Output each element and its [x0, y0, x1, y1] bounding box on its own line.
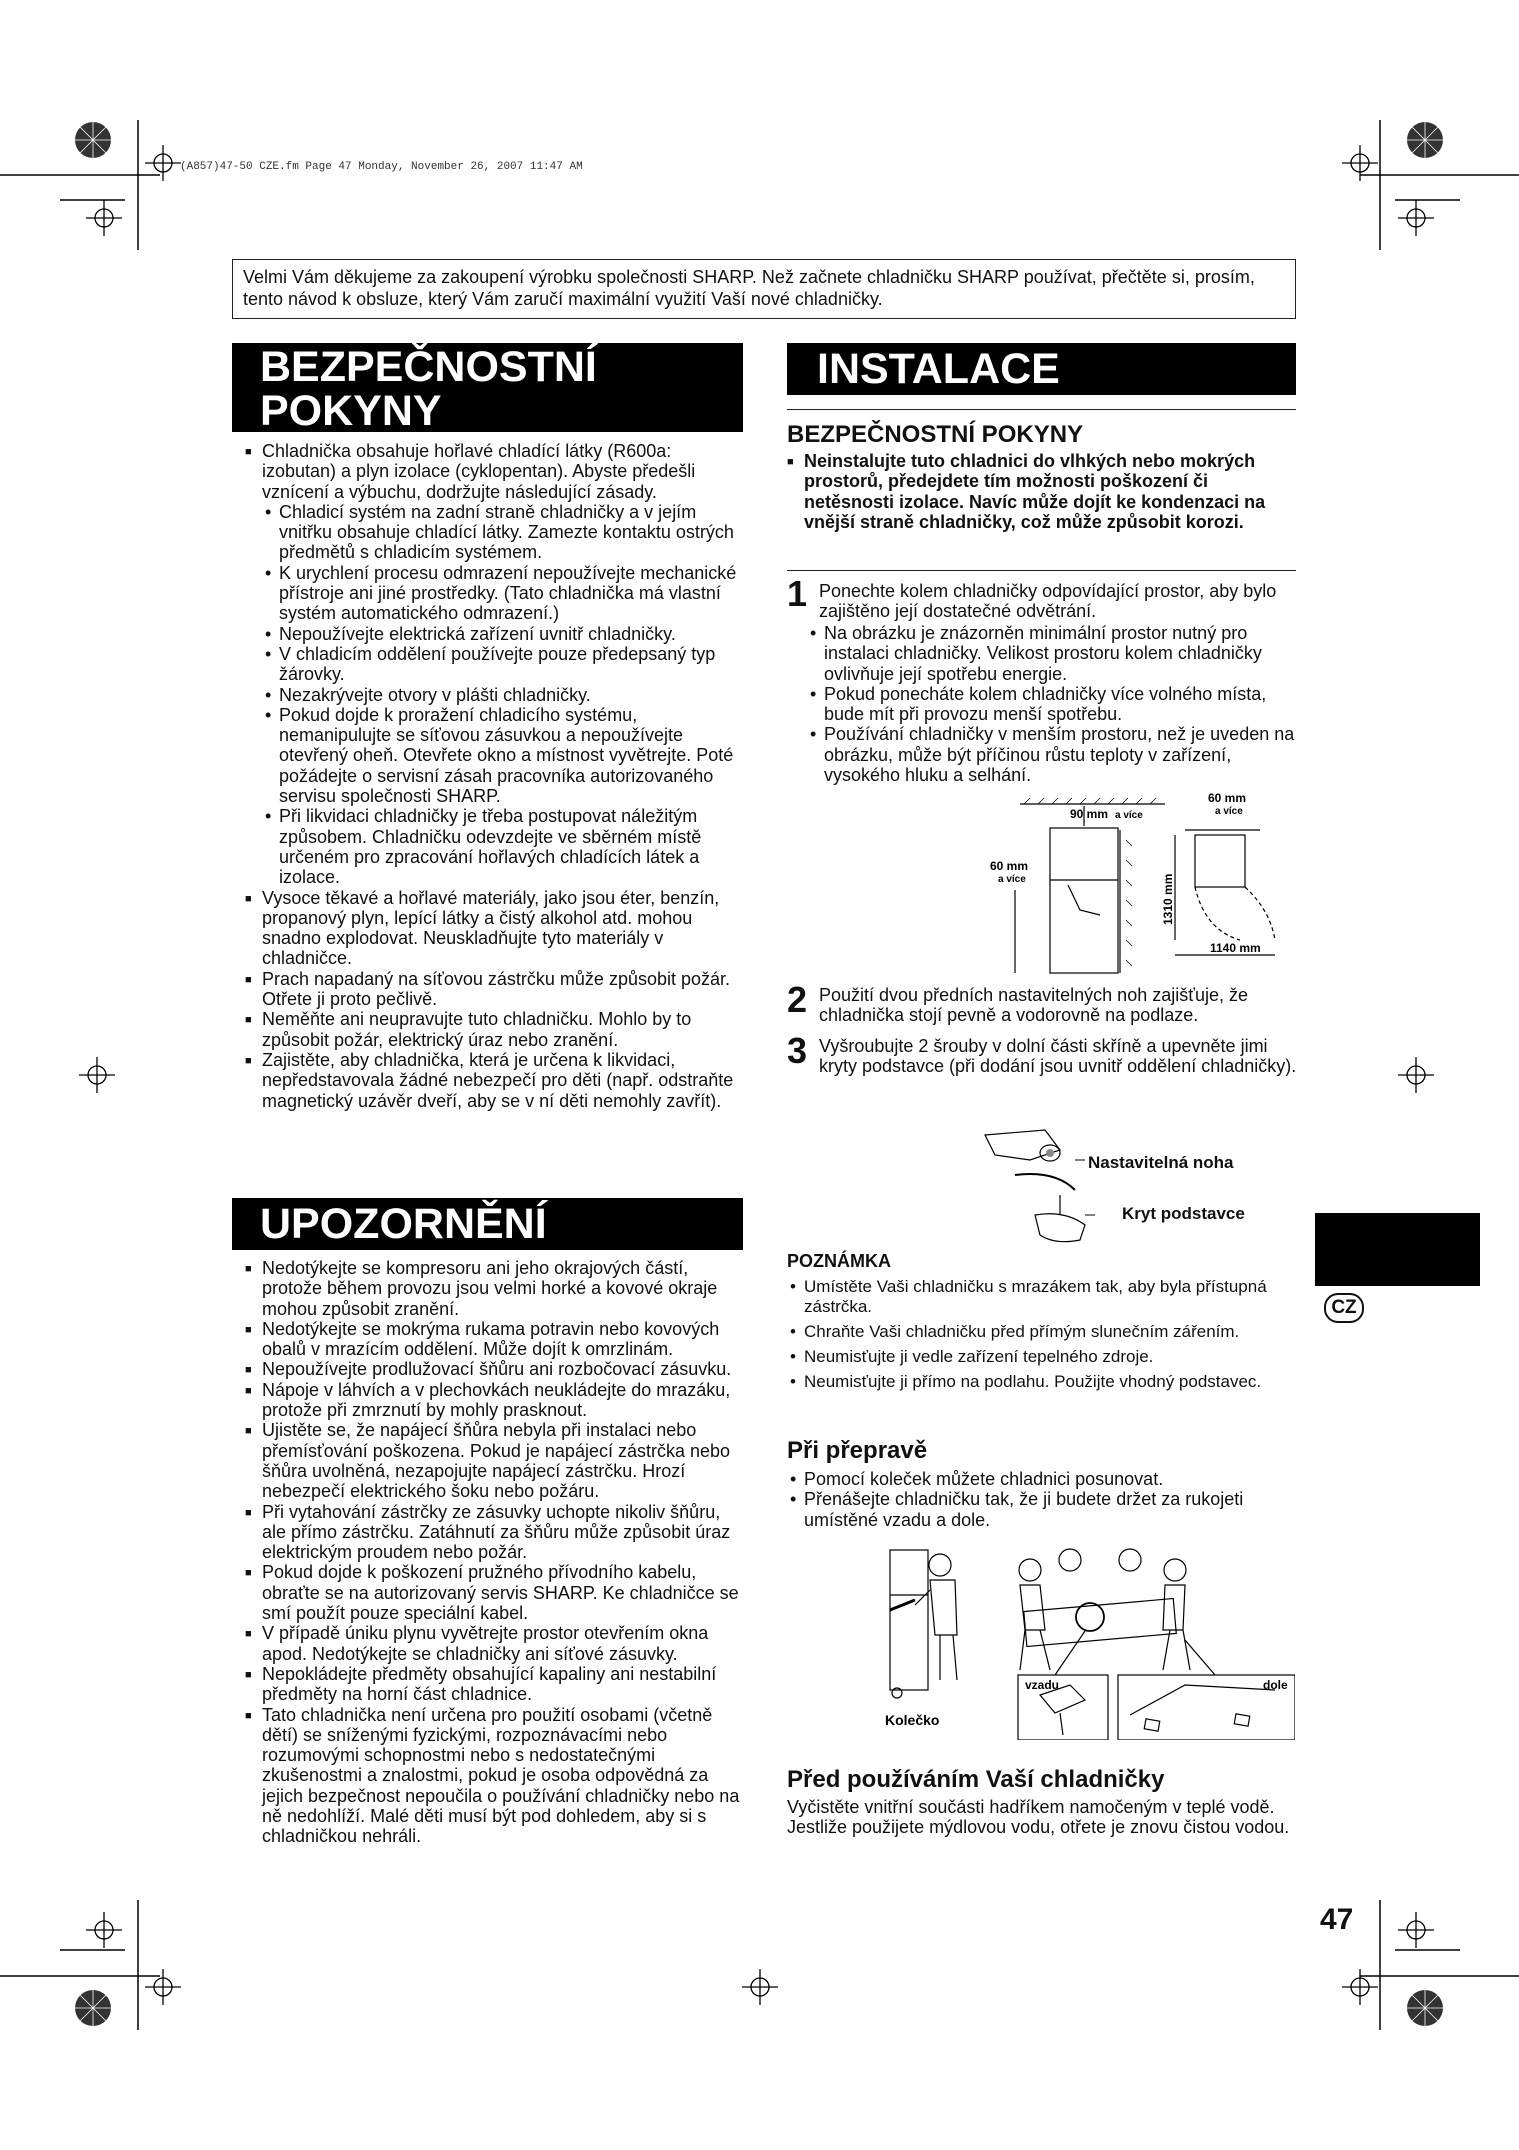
list-item: • Pokud dojde k proražení chladicího systému, nemanipulujte se síťovou zásuvkou a nepoužívejte otevřený oheň. Otevřete okno a místnost vyvětrejte. Poté požádejte o servisní zásah pracovníka autorizovaného servisu společnosti SHARP.	[262, 705, 740, 806]
step-text: Ponechte kolem chladničky odpovídající prostor, aby bylo zajištěno její dostatečné odvětrání.	[819, 581, 1277, 622]
dim-top-sub: a více	[1115, 810, 1143, 821]
list-item: • Pokud ponecháte kolem chladničky více volného místa, bude mít při provozu menší spotřebu.	[807, 684, 1297, 725]
transport-illustration	[885, 1535, 1295, 1740]
dim-side2: 60 mm	[1208, 791, 1247, 805]
label-back: vzadu	[1025, 1678, 1060, 1692]
note-list	[787, 1277, 1297, 1392]
list-item: ■ Ujistěte se, že napájecí šňůra nebyla při instalaci nebo přemísťování poškozena. Pokud je napájecí zástrčka nebo šňůra uvolněná, nezapojujte napájecí zástrčku. Hrozí nebezpečí elektrického šoku nebo požáru.	[245, 1420, 740, 1501]
list-item: • Při likvidaci chladničky je třeba postupovat náležitým způsobem. Chladničku odevzdejte ve sběrném místě určeném pro zpracování hořlavých chladících látek a izolace.	[262, 806, 740, 887]
list-item: • K urychlení procesu odmrazení nepoužívejte mechanické přístroje ani jiné prostředky. (Tato chladnička má vlastní systém automatického odmrazení.)	[262, 563, 740, 624]
list-item: ■ Tato chladnička není určena pro použití osobami (včetně dětí) se sníženými fyzickými, rozpoznávacími nebo rozumovými schopnostmi nebo s nedostatečnými zkušenostmi a znalostmi, pokud je osoba odpovědná za jejich bezpečnost nepoučila o používání chladničky nebo na ně nedohlíží. Malé děti musí být pod dohledem, aby si s chladničkou nehráli.	[245, 1705, 740, 1847]
caution-list	[245, 1258, 740, 1847]
list-item: • Neumisťujte ji vedle zařízení tepelného zdroje.	[787, 1347, 1297, 1367]
list-item: • Nezakrývejte otvory v plášti chladničky.	[262, 685, 740, 705]
dim-side-sub: a více	[998, 874, 1026, 885]
list-item: • Na obrázku je znázorněn minimální prostor nutný pro instalaci chladničky. Velikost prostoru kolem chladničky ovlivňuje její spotřebu energie.	[807, 623, 1297, 684]
clearance-diagram	[990, 790, 1300, 975]
step-number: 2	[787, 979, 808, 1020]
list-item: • V chladicím oddělení používejte pouze předepsaný typ žárovky.	[262, 644, 740, 685]
list-item: • Chraňte Vaši chladničku před přímým slunečním zářením.	[787, 1322, 1297, 1342]
list-item: ■ Nedotýkejte se kompresoru ani jeho okrajových částí, protože během provozu jsou velmi horké a kovové okraje mohou způsobit zranění.	[245, 1258, 740, 1319]
list-item: ■ Nápoje v láhvích a v plechovkách neukládejte do mrazáku, protože při zmrznutí by mohly prasknout.	[245, 1380, 740, 1421]
list-item: • Neumisťujte ji přímo na podlahu. Použijte vhodný podstavec.	[787, 1372, 1297, 1392]
list-item: ■ Vysoce těkavé a hořlavé materiály, jako jsou éter, benzín, propanový plyn, lepící látky a čistý alkohol atd. mohou snadno explodovat. Neuskladňujte tyto materiály v chladničce.	[245, 888, 740, 969]
install-warning: ■ Neinstalujte tuto chladnici do vlhkých nebo mokrých prostorů, předejdete tím možnosti poškození či netěsnosti izolace. Navíc může dojít ke kondenzaci na vnější straně chladničky, což může způsobit korozi.	[787, 451, 1297, 532]
step-number: 1	[787, 573, 808, 614]
step-number: 3	[787, 1030, 808, 1071]
leg-diagram	[975, 1115, 1115, 1260]
language-badge: CZ	[1324, 1293, 1364, 1323]
label-wheel: Kolečko	[885, 1712, 940, 1728]
label-leg: Nastavitelná noha	[1088, 1153, 1234, 1172]
list-item: • Používání chladničky v menším prostoru, než je uveden na obrázku, může být příčinou růstu teploty v zařízení, vysokého hluku a selhání.	[807, 724, 1297, 785]
transport-title: Při přepravě	[787, 1437, 928, 1464]
intro-box: Velmi Vám děkujeme za zakoupení výrobku společnosti SHARP. Než začnete chladničku SHARP používat, přečtěte si, prosím, tento návod k obsluze, který Vám zaručí maximální využití Vaší nové chladničky.	[232, 259, 1296, 319]
list-item: • Přenášejte chladničku tak, že ji budete držet za rukojeti umístěné vzadu a dole.	[787, 1489, 1297, 1530]
step-bullets	[807, 623, 1297, 785]
list-item: ■ Chladnička obsahuje hořlavé chladící látky (R600a: izobutan) a plyn izolace (cyklopentan). Abyste předešli vznícení a výbuchu, dodržujte následující zásady. • Chladicí systém na zadní straně chladničky a v jejím vnitřku obsahuje chladící látky. Zamezte kontaktu ostrých předmětů s chladicím systémem. • K urychlení procesu odmrazení nepoužívejte mechanické přístroje ani jiné prostředky. (Tato chladnička má vlastní systém automatického odmrazení.) • Nepoužívejte elektrická zařízení uvnitř chladničky. • V chladicím oddělení používejte pouze předepsaný typ žárovky. • Nezakrývejte otvory v plášti chladničky. • Pokud dojde k proražení chladicího systému, nemanipulujte se síťovou zásuvkou a nepoužívejte otevřený oheň. Otevřete okno a místnost vyvětrejte. Poté požádejte o servisní zásah pracovníka autorizovaného servisu společnosti SHARP. • Při likvidaci chladničky je třeba postupovat náležitým způsobem. Chladničku odevzdejte ve sběrném místě určeném pro zpracování hořlavých chladících látek a izolace.	[245, 441, 740, 888]
install-subtitle: BEZPEČNOSTNÍ POKYNY	[787, 421, 1084, 448]
list-item: • Nepoužívejte elektrická zařízení uvnitř chladničky.	[262, 624, 740, 644]
before-text: Vyčistěte vnitřní součásti hadříkem namočeným v teplé vodě. Jestliže použijete mýdlovou vodu, otřete je znovu čistou vodou.	[787, 1797, 1290, 1838]
dim-height: 1310 mm	[1161, 873, 1175, 925]
list-item: ■ V případě úniku plynu vyvětrejte prostor otevřením okna apod. Nedotýkejte se chladničky ani síťové zásuvky.	[245, 1623, 740, 1664]
language-tab	[1315, 1213, 1480, 1286]
dim-side: 60 mm	[990, 859, 1029, 873]
note-title: POZNÁMKA	[787, 1251, 891, 1271]
transport-list	[787, 1469, 1297, 1530]
safety-title: BEZPEČNOSTNÍ POKYNY	[232, 343, 743, 432]
safety-list	[245, 441, 740, 1111]
list-item: ■ Neměňte ani neupravujte tuto chladničku. Mohlo by to způsobit požár, elektrický úraz nebo zranění.	[245, 1009, 740, 1050]
file-header: (A857)47-50 CZE.fm Page 47 Monday, November 26, 2007 11:47 AM	[180, 161, 583, 173]
dim-depth: 1140 mm	[1210, 941, 1261, 955]
page-number: 47	[1320, 1903, 1354, 1936]
list-item: ■ Pokud dojde k poškození pružného přívodního kabelu, obraťte se na autorizovaný servis SHARP. Ke chladničce se smí použít pouze speciální kabel.	[245, 1562, 740, 1623]
divider	[787, 409, 1296, 410]
label-bottom: dole	[1263, 1678, 1288, 1692]
list-item: ■ Zajistěte, aby chladnička, která je určena k likvidaci, nepředstavovala žádné nebezpečí pro děti (např. odstraňte magnetický uzávěr dveří, aby se v ní děti nemohly zavřít).	[245, 1050, 740, 1111]
step-text: Vyšroubujte 2 šrouby v dolní části skříně a upevněte jimi kryty podstavce (při dodání jsou uvnitř oddělení chladničky).	[819, 1036, 1297, 1077]
list-item: • Umístěte Vaši chladničku s mrazákem tak, aby byla přístupná zástrčka.	[787, 1277, 1297, 1317]
label-cover: Kryt podstavce	[1122, 1204, 1245, 1223]
install-title: INSTALACE	[787, 343, 1296, 395]
step-text: Použití dvou předních nastavitelných noh zajišťuje, že chladnička stojí pevně a vodorovně na podlaze.	[819, 985, 1249, 1026]
list-item: • Chladicí systém na zadní straně chladničky a v jejím vnitřku obsahuje chladící látky. Zamezte kontaktu ostrých předmětů s chladicím systémem.	[262, 502, 740, 563]
list-item: ■ Nedotýkejte se mokrýma rukama potravin nebo kovových obalů v mrazícím oddělení. Může dojít k omrzlinám.	[245, 1319, 740, 1360]
list-item: • Pomocí koleček můžete chladnici posunovat.	[787, 1469, 1297, 1489]
caution-title: UPOZORNĚNÍ	[232, 1198, 743, 1250]
list-item: ■ Při vytahování zástrčky ze zásuvky uchopte nikoliv šňůru, ale přímo zástrčku. Zatáhnutí za šňůru může způsobit úraz elektrickým proudem nebo požár.	[245, 1502, 740, 1563]
divider	[787, 570, 1296, 571]
list-item: ■ Nepokládejte předměty obsahující kapaliny ani nestabilní předměty na horní část chladnice.	[245, 1664, 740, 1705]
dim-top: 90 mm	[1070, 807, 1109, 821]
list-item: ■ Prach napadaný na síťovou zástrčku může způsobit požár. Otřete ji proto pečlivě.	[245, 969, 740, 1010]
dim-side2-sub: a více	[1215, 806, 1243, 817]
before-title: Před používáním Vaší chladničky	[787, 1766, 1165, 1793]
list-item: ■ Nepoužívejte prodlužovací šňůru ani rozbočovací zásuvku.	[245, 1359, 740, 1379]
